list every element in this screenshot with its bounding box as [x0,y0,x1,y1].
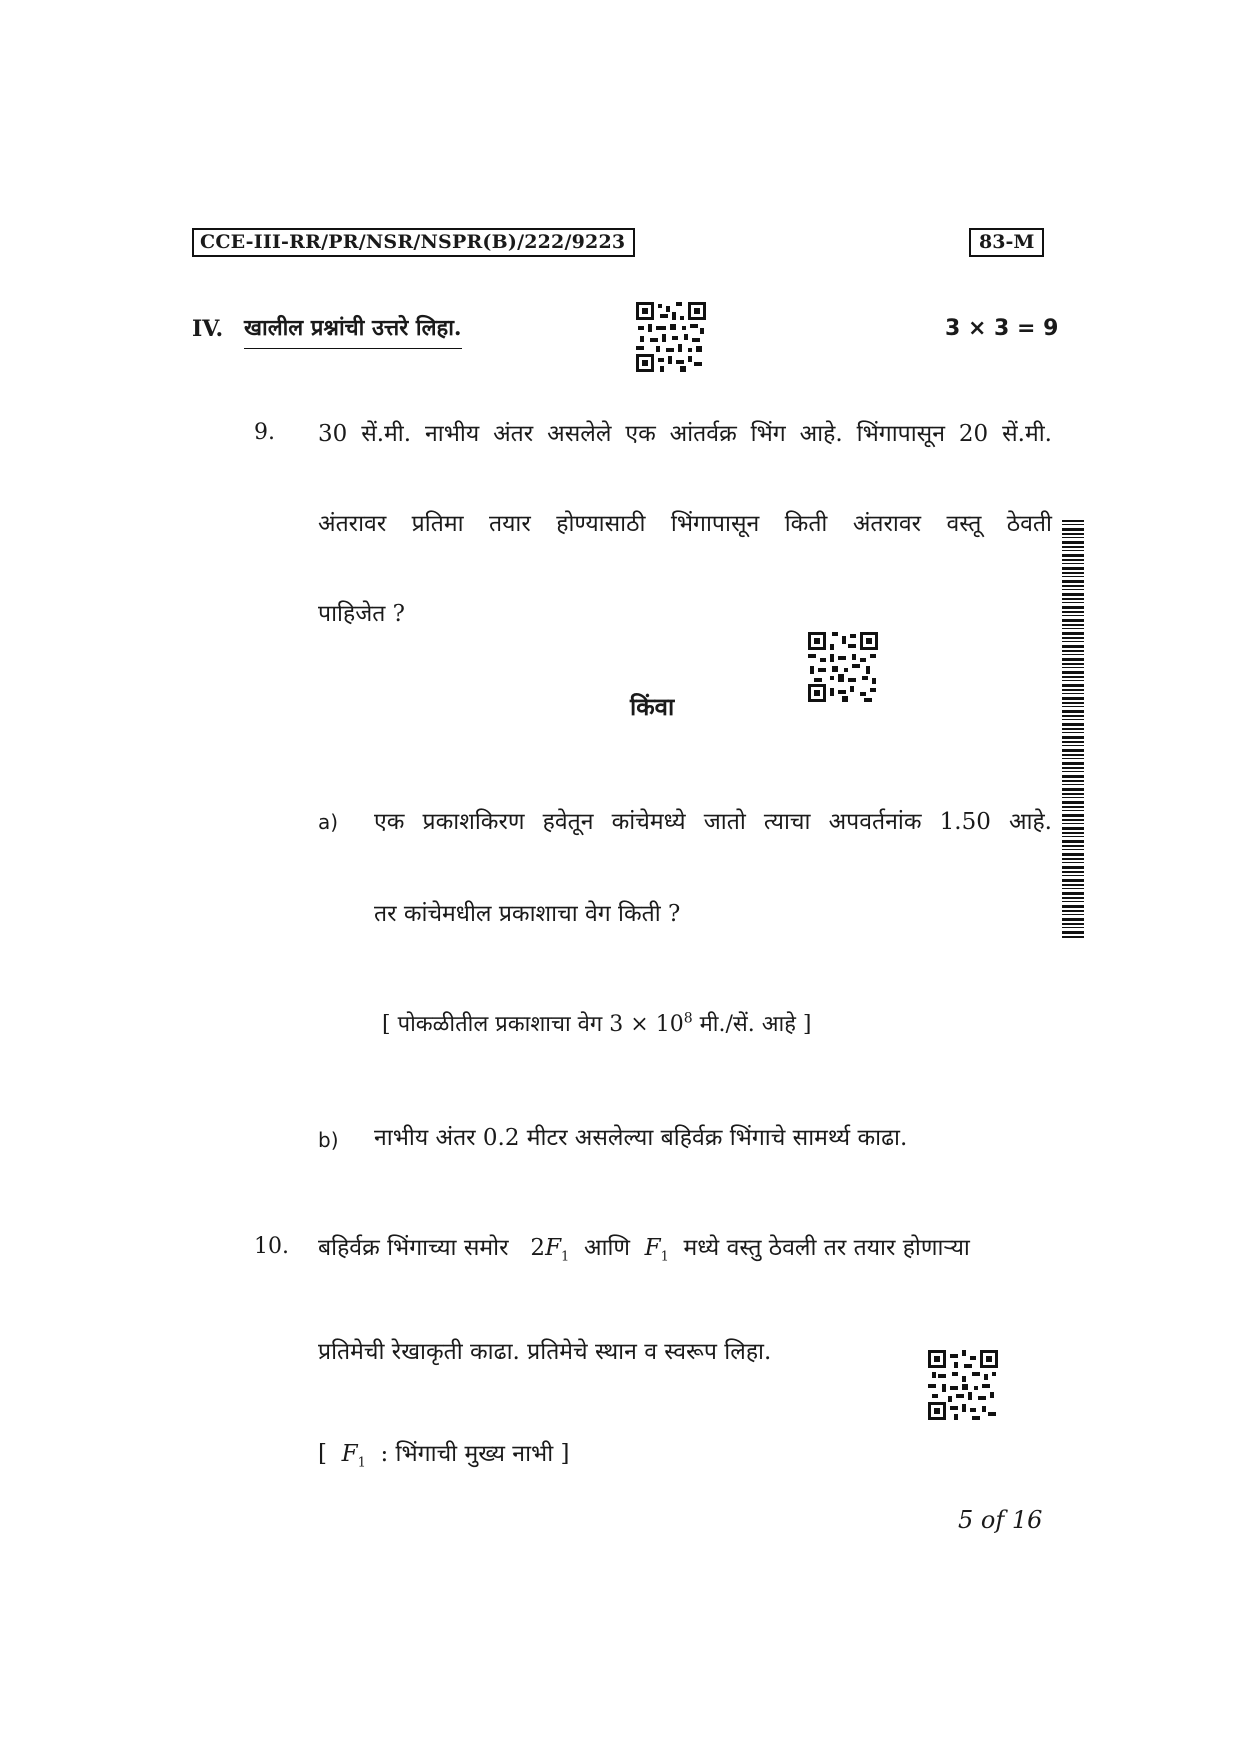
question-10-note [318,1436,569,1471]
subject-code: 83-M [969,228,1044,257]
question-9-line-2: अंतरावर प्रतिमा तयार होण्यासाठी भिंगापासून किती अंतरावर वस्तू ठेवती [318,511,1052,537]
section-title: खालील प्रश्नांची उत्तरे लिहा. [244,312,462,349]
note-bracket: [ [318,1441,327,1467]
section-number: IV. [192,316,224,342]
f-symbol: F [644,1235,661,1261]
question-9-line-3: पाहिजेत ? [318,601,406,627]
qr-code-icon [808,632,878,702]
question-10-line-2: प्रतिमेची रेखाकृती काढा. प्रतिमेचे स्थान व स्वरूप लिहा. [318,1339,772,1365]
question-9-line-1: 30 सें.मी. नाभीय अंतर असलेले एक आंतर्वक्र भिंग आहे. भिंगापासून 20 सें.मी. [318,421,1052,447]
f-symbol: F [545,1235,562,1261]
q10-text-end: मध्ये वस्तु ठेवली तर तयार होणाऱ्या [683,1235,970,1261]
sub-question-a-note [382,1008,811,1038]
sub-question-b-line: नाभीय अंतर 0.2 मीटर असलेल्या बहिर्वक्र भिंगाचे सामर्थ्य काढा. [374,1125,908,1151]
question-10-line-1 [318,1230,970,1265]
f-symbol: F [341,1441,358,1467]
f-subscript: 1 [660,1249,669,1265]
qr-code-icon [928,1350,998,1420]
section-marks: 3 × 3 = 9 [945,316,1059,341]
q10-text-mid: आणि [583,1235,631,1261]
note-text: [ पोकळीतील प्रकाशाचा वेग 3 × 10 [382,1012,684,1037]
note-text-end: मी./सें. आहे ] [692,1012,812,1037]
barcode [1062,520,1084,940]
page-number: 5 of 16 [958,1506,1043,1534]
sub-question-a-line-1: एक प्रकाशकिरण हवेतून कांचेमध्ये जातो त्याचा अपवर्तनांक 1.50 आहे. [374,809,1052,835]
note-exponent: 8 [683,1010,693,1027]
f-subscript: 1 [561,1249,570,1265]
q10-text-start: बहिर्वक्र भिंगाच्या समोर [318,1235,509,1261]
qr-code-icon [636,302,706,372]
exam-code: CCE-III-RR/PR/NSR/NSPR(B)/222/9223 [192,228,635,257]
or-divider: किंवा [630,692,675,721]
sub-question-label: b) [318,1128,339,1152]
question-number: 9. [254,420,275,445]
question-number: 10. [254,1234,289,1259]
note-text: : भिंगाची मुख्य नाभी ] [380,1441,570,1467]
f-subscript: 1 [357,1455,366,1471]
sub-question-a-line-2: तर कांचेमधील प्रकाशाचा वेग किती ? [374,901,681,927]
f2-coefficient: 2 [530,1235,546,1261]
sub-question-label: a) [318,810,339,834]
